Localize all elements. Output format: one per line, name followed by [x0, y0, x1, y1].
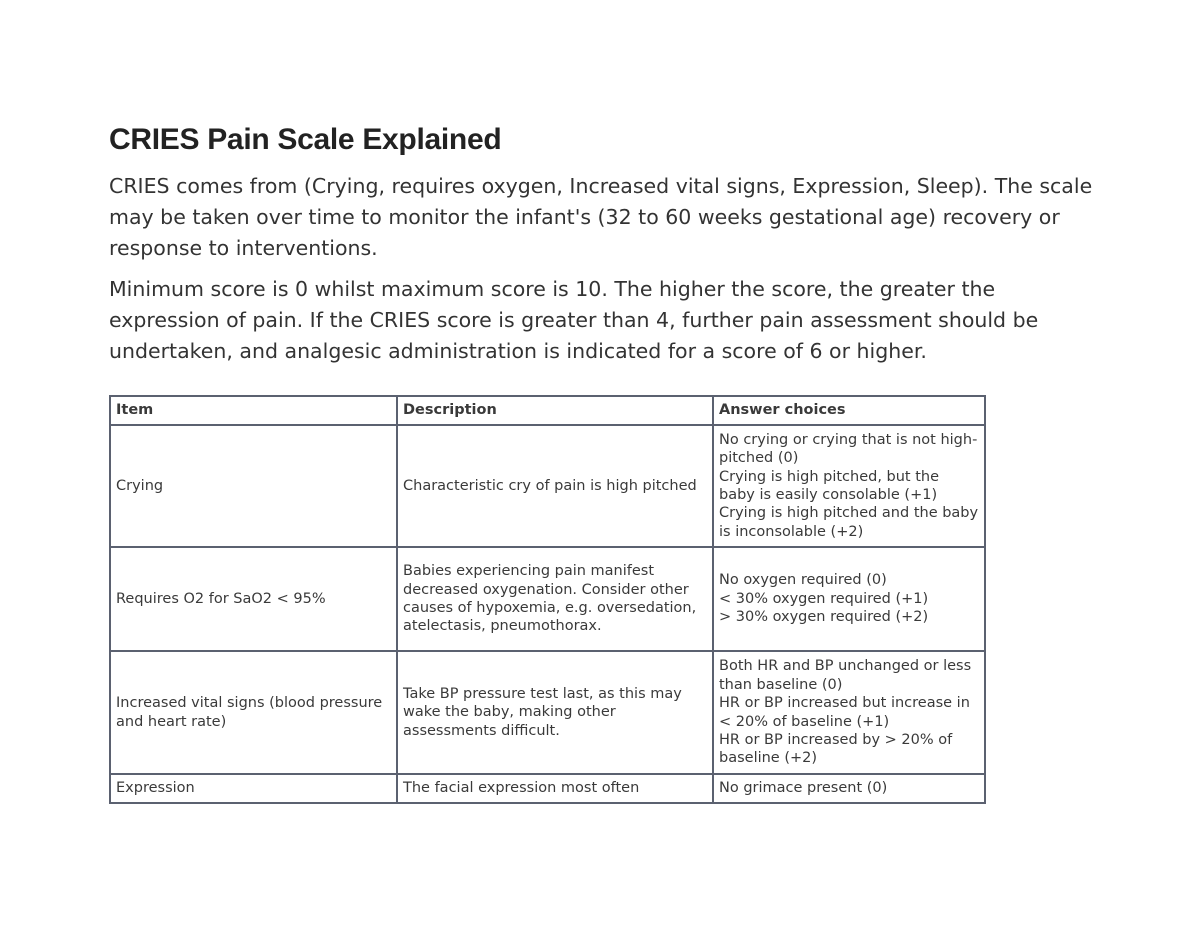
item-cell: Crying: [110, 425, 397, 547]
table-row: [110, 651, 985, 774]
answer-choices-cell: [713, 425, 985, 547]
answer-choice: No oxygen required (0): [719, 572, 887, 589]
item-cell: Increased vital signs (blood pressure and heart rate): [110, 651, 397, 774]
table-row: [110, 425, 985, 547]
answer-choice: HR or BP increased by > 20% of baseline (+2): [719, 731, 953, 767]
answer-choices-cell: [713, 774, 985, 803]
cries-table: [109, 395, 986, 804]
answer-choice: Both HR and BP unchanged or less than baseline (0): [719, 658, 972, 693]
page-title: CRIES Pain Scale Explained: [109, 123, 502, 156]
answer-choice: Crying is high pitched and the baby is inconsolable (+2): [719, 505, 979, 540]
header-answer-choices: Answer choices: [713, 396, 985, 425]
item-cell: Expression: [110, 774, 397, 803]
answer-choice: Crying is high pitched, but the baby is easily consolable (+1): [719, 468, 940, 503]
intro-paragraph: CRIES comes from (Crying, requires oxygen, Increased vital signs, Expression, Sleep). The scale may be taken over time to monitor the infant's (32 to 60 weeks gestational age) recovery or response to interventions.: [109, 174, 1093, 260]
description-cell: The facial expression most often: [397, 774, 713, 803]
answer-choices-cell: [713, 651, 985, 774]
answer-choices-cell: [713, 547, 985, 651]
header-item: Item: [110, 396, 397, 425]
description-cell: Babies experiencing pain manifest decreased oxygenation. Consider other causes of hypoxemia, e.g. oversedation, atelectasis, pneumothorax.: [397, 547, 713, 651]
scoring-paragraph: Minimum score is 0 whilst maximum score is 10. The higher the score, the greater the expression of pain. If the CRIES score is greater than 4, further pain assessment should be undertaken, and analgesic administration is indicated for a score of 6 or higher.: [109, 277, 1039, 363]
item-cell: Requires O2 for SaO2 < 95%: [110, 547, 397, 651]
table-row: [110, 547, 985, 651]
header-description: Description: [397, 396, 713, 425]
table-header-row: [110, 396, 985, 425]
table-row: [110, 774, 985, 803]
description-cell: Characteristic cry of pain is high pitched: [397, 425, 713, 547]
answer-choice: No crying or crying that is not high-pitched (0): [719, 431, 978, 467]
answer-choice: < 30% oxygen required (+1): [719, 590, 929, 607]
answer-choice: > 30% oxygen required (+2): [719, 609, 929, 626]
answer-choice: No grimace present (0): [719, 780, 888, 797]
description-cell: Take BP pressure test last, as this may wake the baby, making other assessments difficult.: [397, 651, 713, 774]
answer-choice: HR or BP increased but increase in < 20% of baseline (+1): [719, 695, 970, 730]
